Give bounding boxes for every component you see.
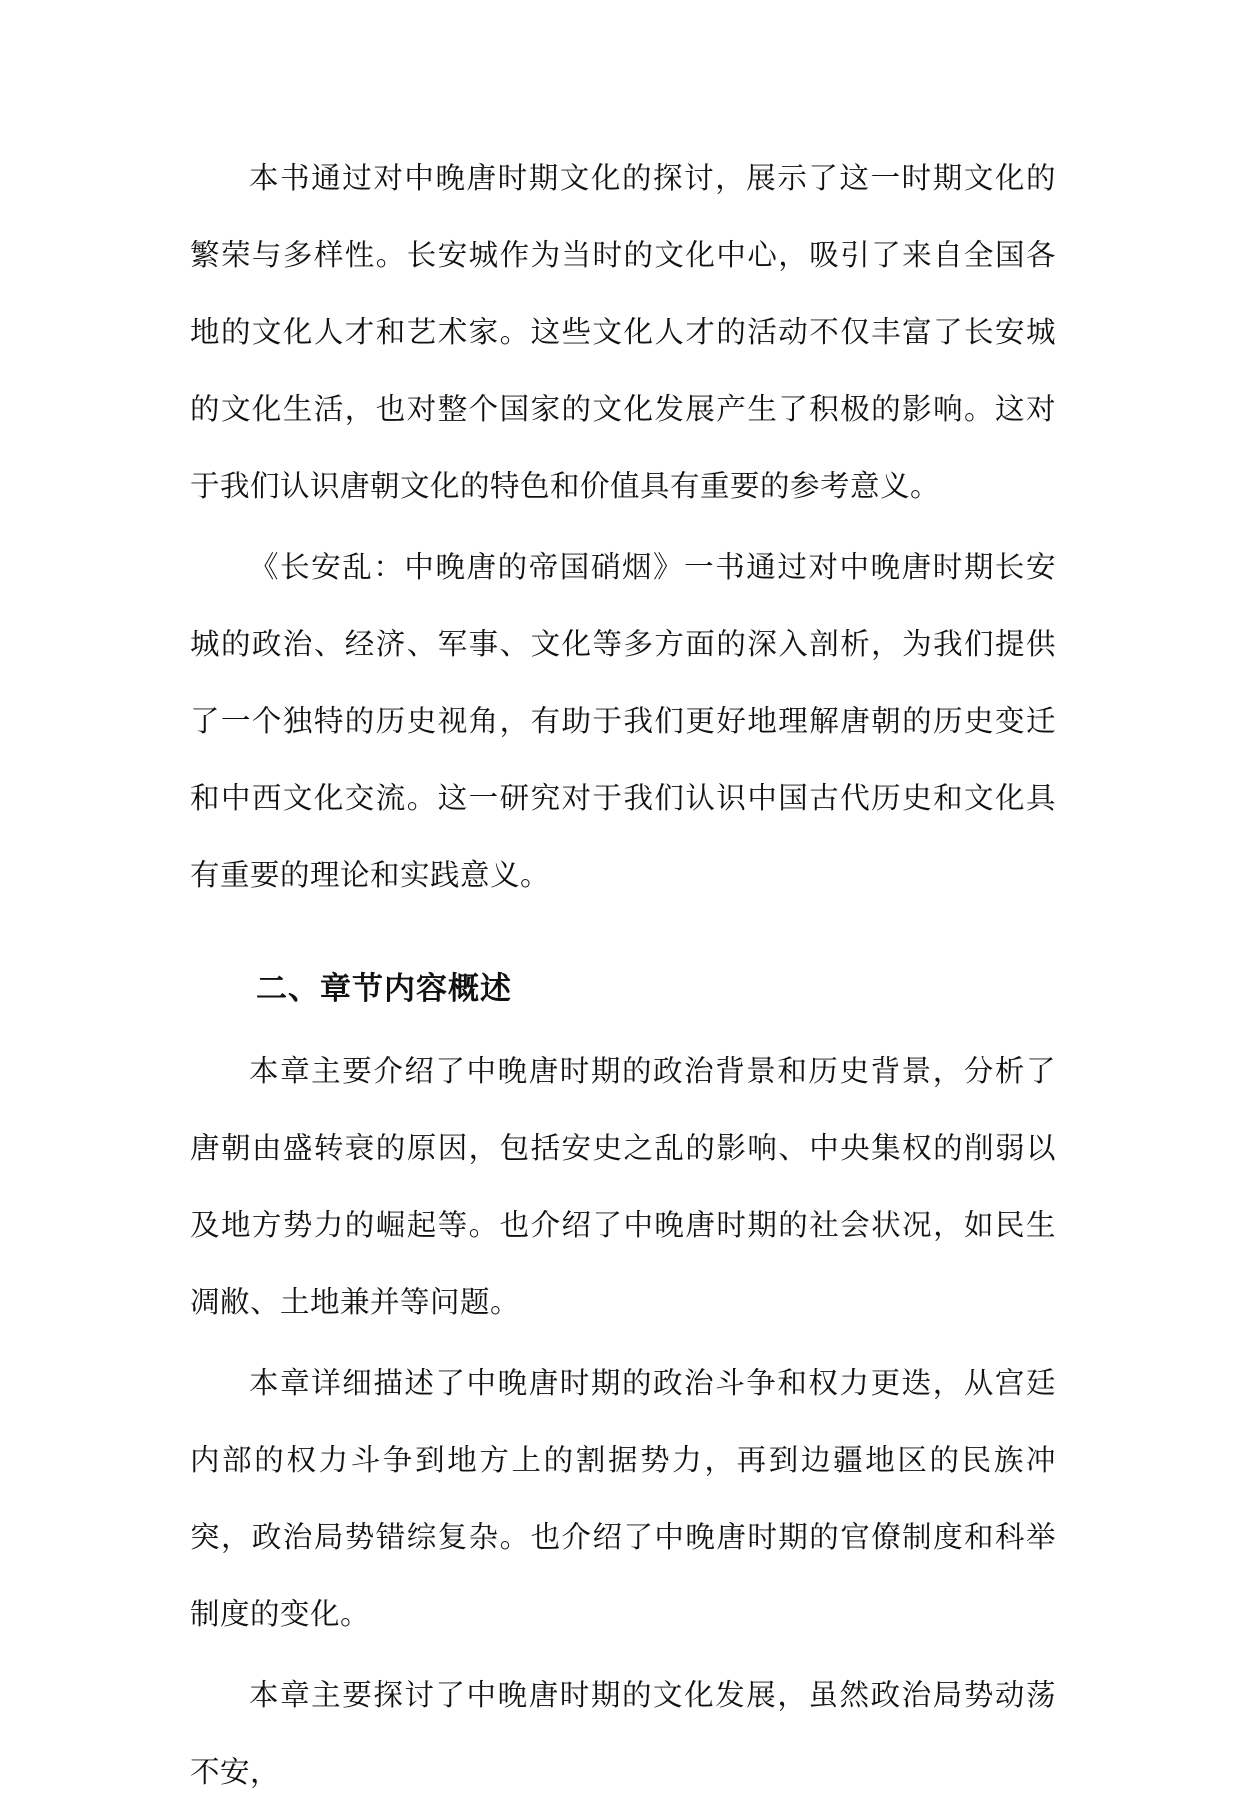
- body-paragraph-chapter-politics: 本章详细描述了中晚唐时期的政治斗争和权力更迭，从宫廷内部的权力斗争到地方上的割据势力，再到边疆地区的民族冲突，政治局势错综复杂。也介绍了中晚唐时期的官僚制度和科举制度的变化。: [190, 1366, 1056, 1631]
- section-heading: 二、章节内容概述: [256, 971, 512, 1007]
- body-paragraph-chapter-background: 本章主要介绍了中晚唐时期的政治背景和历史背景，分析了唐朝由盛转衰的原因，包括安史之乱的影响、中央集权的削弱以及地方势力的崛起等。也介绍了中晚唐时期的社会状况，如民生凋敝、土地兼并等问题。: [190, 1054, 1056, 1319]
- body-paragraph-book-significance: 《长安乱：中晚唐的帝国硝烟》一书通过对中晚唐时期长安城的政治、经济、军事、文化等多方面的深入剖析，为我们提供了一个独特的历史视角，有助于我们更好地理解唐朝的历史变迁和中西文化交流。这一研究对于我们认识中国古代历史和文化具有重要的理论和实践意义。: [190, 550, 1056, 892]
- body-paragraph-culture-summary: 本书通过对中晚唐时期文化的探讨，展示了这一时期文化的繁荣与多样性。长安城作为当时的文化中心，吸引了来自全国各地的文化人才和艺术家。这些文化人才的活动不仅丰富了长安城的文化生活，也对整个国家的文化发展产生了积极的影响。这对于我们认识唐朝文化的特色和价值具有重要的参考意义。: [190, 161, 1056, 503]
- document-page: [190, 140, 1056, 1811]
- body-paragraph-chapter-culture: 本章主要探讨了中晚唐时期的文化发展，虽然政治局势动荡不安，: [190, 1678, 1056, 1789]
